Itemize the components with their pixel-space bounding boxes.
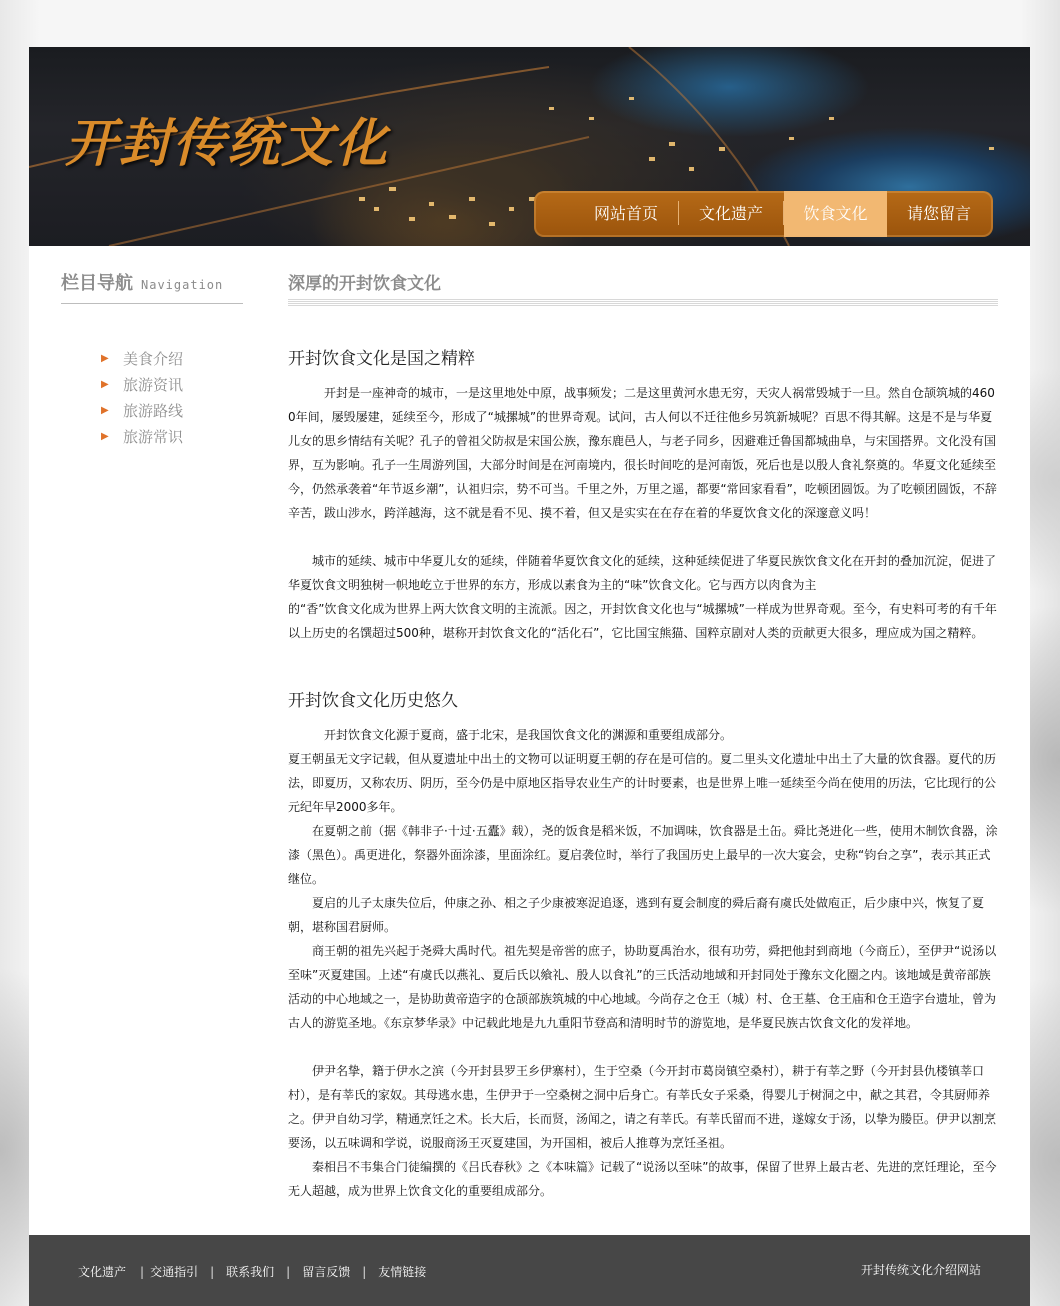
sidebar-item-label: 旅游常识 — [123, 428, 184, 446]
triangle-bullet-icon: ▶ — [101, 353, 109, 364]
sidebar-item-travel-tips[interactable] — [99, 424, 183, 450]
footer-link-feedback[interactable]: 留言反馈 — [302, 1265, 351, 1279]
sidebar-item-travel-routes[interactable] — [99, 398, 183, 424]
footer-divider: | — [362, 1265, 367, 1279]
section-heading-essence: 开封饮食文化是国之精粹 — [288, 349, 475, 369]
page-title: 深厚的开封饮食文化 — [288, 274, 441, 294]
footer-link-traffic[interactable]: 交通指引 — [150, 1265, 199, 1279]
sidebar-item-label: 旅游资讯 — [123, 376, 184, 394]
article-paragraph: 伊尹名挚，籍于伊水之滨（今开封县罗王乡伊寨村），生于空桑（今开封市葛岗镇空桑村），耕于有莘之野（今开封县仇楼镇莘口村），是有莘氏的家奴。其母逃水患，生伊尹于一空桑树之洞中后身亡。有莘氏女子采桑，得婴儿于树洞之中，献之其君，令其厨师养之。伊尹自幼习学，精通烹饪之术。长大后，长而贤，汤闻之，请之有莘氏。有莘氏留而不进，遂嫁女于汤，以挚为媵臣。伊尹以割烹要汤，以五味调和学说，说服商汤王灭夏建国，为开国相，被后人推尊为烹饪圣祖。 — [288, 1064, 997, 1150]
sidebar-menu — [99, 346, 183, 450]
sidebar-item-travel-news[interactable] — [99, 372, 183, 398]
nav-divider — [678, 201, 679, 225]
article-paragraph: 开封是一座神奇的城市，一是这里地处中原，战事频发；二是这里黄河水患无穷，天灾人祸常毁城于一旦。然自仓颉筑城的4600年间，屡毁屡建，延续至今，形成了“城摞城”的世界奇观。试问，古人何以不迁往他乡另筑新城呢？百思不得其解。这是不是与华夏儿女的思乡情结有关呢？孔子的曾祖父防叔是宋国公族，豫东鹿邑人，与老子同乡，因避难迁鲁国都城曲阜，与宋国搭界。文化没有国界，互为影响。孔子一生周游列国，大部分时间是在河南境内，很长时间吃的是河南饭，死后也是以殷人食礼祭奠的。华夏文化延续至今，仍然承袭着“年节返乡潮”，认祖归宗，势不可当。千里之外，万里之遥，都要“常回家看看”，吃顿团圆饭。为了吃顿团圆饭，不辞辛苦，跋山涉水，跨洋越海，这不就是看不见、摸不着，但又是实实在在存在着的华夏饮食文化的深邃意义吗！ — [288, 386, 997, 520]
article-paragraph: 秦相吕不韦集合门徒编撰的《吕氏春秋》之《本味篇》记载了“说汤以至味”的故事，保留了世界上最古老、先进的烹饪理论，至今无人超越，成为世界上饮食文化的重要组成部分。 — [288, 1160, 997, 1198]
sidebar-item-food-intro[interactable] — [99, 346, 183, 372]
header-banner — [29, 47, 1030, 246]
footer-link-contact[interactable]: 联系我们 — [226, 1265, 275, 1279]
main-nav — [534, 191, 993, 237]
article-paragraph: 商王朝的祖先兴起于尧舜大禹时代。祖先契是帝喾的庶子，协助夏禹治水，很有功劳，舜把他封到商地（今商丘），至伊尹“说汤以至味”灭夏建国。上述“有虞氏以燕礼、夏后氏以飨礼、殷人以食礼”的三氏活动地域和开封同处于豫东文化圈之内。该地域是黄帝部族活动的中心地域之一，是协助黄帝造字的仓颉部族筑城的中心地域。今尚存之仓王（城）村、仓王墓、仓王庙和仓王造字台遗址，曾为古人的游览圣地。《东京梦华录》中记载此地是九九重阳节登高和清明时节的游览地，是华夏民族古饮食文化的发祥地。 — [288, 944, 997, 1030]
sidebar-item-label: 美食介绍 — [123, 350, 184, 368]
page-container — [29, 47, 1030, 1306]
title-divider — [288, 299, 998, 306]
article-paragraph: 夏启的儿子太康失位后，仲康之孙、相之子少康被寒浞追逐，逃到有夏会制度的舜后裔有虞氏处做庖正，后少康中兴，恢复了夏朝，堪称国君厨师。 — [288, 896, 985, 934]
sidebar-title-en: Navigation — [141, 278, 224, 292]
footer-divider: | — [286, 1265, 291, 1279]
nav-item-heritage[interactable]: 文化遗产 — [698, 204, 763, 223]
footer-site-name: 开封传统文化介绍网站 — [860, 1263, 981, 1277]
nav-item-food-culture[interactable]: 饮食文化 — [784, 191, 887, 237]
nav-item-home[interactable]: 网站首页 — [593, 204, 658, 223]
footer-divider: | — [140, 1265, 145, 1279]
banner-title: 开封传统文化 — [65, 113, 390, 174]
article-paragraph: 在夏朝之前（据《韩非子·十过·五蠹》载），尧的饭食是稻米饭，不加调味，饮食器是土缶。舜比尧进化一些，使用木制饮食器，涂漆（黑色）。禹更进化，祭器外面涂漆，里面涂红。夏启袭位时，举行了我国历史上最早的一次大宴会，史称“钧台之享”，表示其正式继位。 — [288, 824, 998, 886]
article-paragraph: 开封饮食文化源于夏商，盛于北宋，是我国饮食文化的渊源和重要组成部分。 夏王朝虽无文字记载，但从夏遗址中出土的文物可以证明夏王朝的存在是可信的。夏二里头文化遗址中出土了大量的饮食器。夏代的历法，即夏历，又称农历、阴历，至今仍是中原地区指导农业生产的计时要素，也是世界上唯一延续至今尚在使用的历法，它比现行的公元纪年早2000多年。 — [288, 728, 997, 814]
nav-item-message[interactable]: 请您留言 — [906, 204, 971, 223]
footer-link-friends[interactable]: 友情链接 — [378, 1265, 427, 1279]
footer-links — [78, 1263, 426, 1280]
sidebar-title: 栏目导航 — [61, 273, 133, 294]
sidebar-item-label: 旅游路线 — [123, 402, 184, 420]
footer-divider: | — [210, 1265, 215, 1279]
triangle-bullet-icon: ▶ — [101, 431, 109, 442]
sidebar-heading — [61, 269, 243, 304]
footer — [29, 1235, 1030, 1306]
footer-link-heritage[interactable]: 文化遗产 — [78, 1265, 127, 1279]
triangle-bullet-icon: ▶ — [101, 379, 109, 390]
section-heading-history: 开封饮食文化历史悠久 — [288, 691, 458, 711]
article-paragraph: 城市的延续、城市中华夏儿女的延续，伴随着华夏饮食文化的延续，这种延续促进了华夏民族饮食文化在开封的叠加沉淀，促进了华夏饮食文明独树一帜地屹立于世界的东方，形成以素食为主的“味”饮食文化。它与西方以肉食为主 的“香”饮食文化成为世界上两大饮食文明的主流派。因之，开封饮食文化也与“城摞城”一样成为世界奇观。至今，有史料可考的有千年以上历史的名馔超过500种，堪称开封饮食文化的“活化石”，它比国宝熊猫、国粹京剧对人类的贡献更大很多，理应成为国之精粹。 — [288, 554, 997, 640]
triangle-bullet-icon: ▶ — [101, 405, 109, 416]
